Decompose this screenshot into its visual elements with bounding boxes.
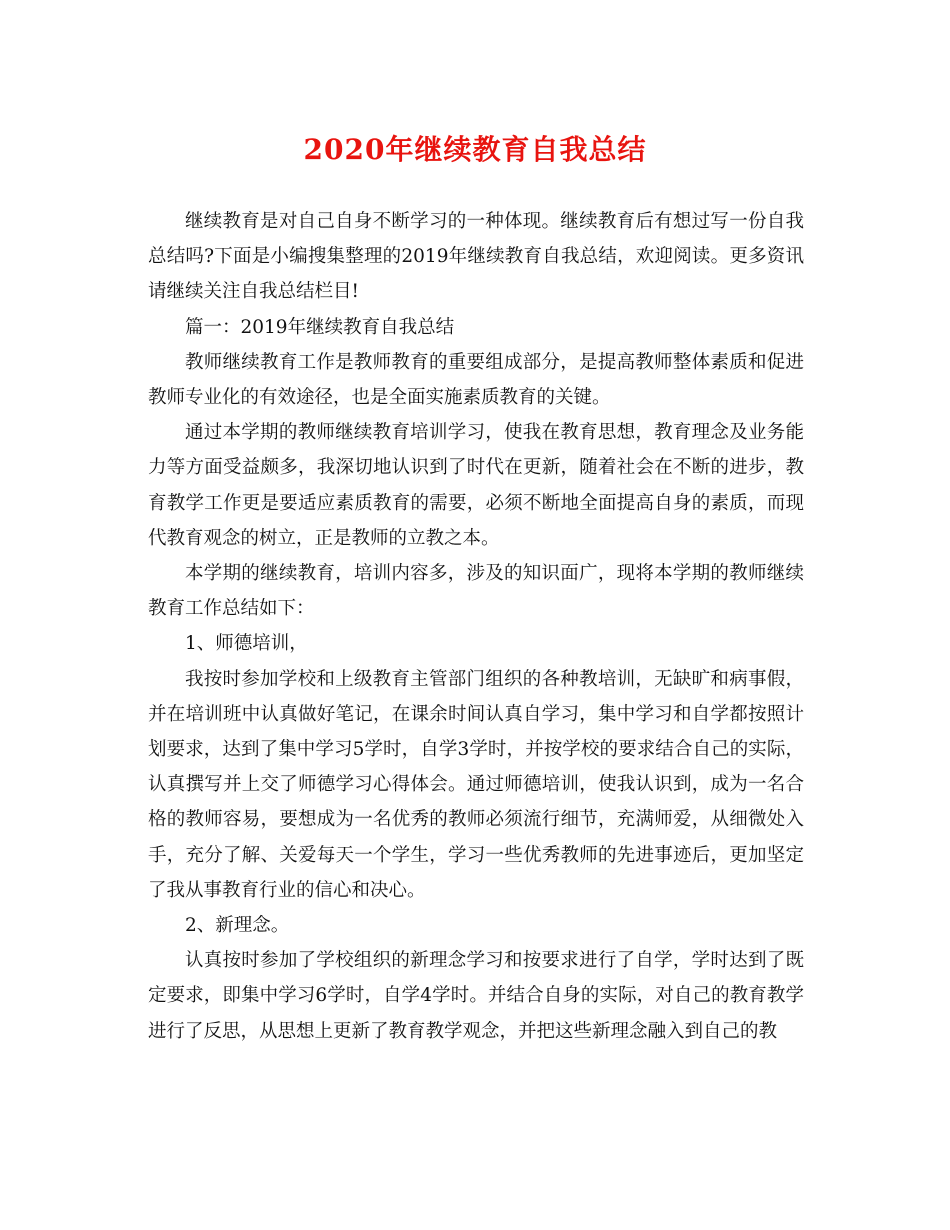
paragraph: 教师继续教育工作是教师教育的重要组成部分，是提高教师整体素质和促进教师专业化的有效途径，也是全面实施素质教育的关键。 <box>148 351 804 409</box>
paragraph: 认真按时参加了学校组织的新理念学习和按要求进行了自学，学时达到了既定要求，即集中学习6学时，自学4学时。并结合自身的实际，对自己的教育教学进行了反思，从思想上更新了教育教学观念，并把这些新理念融入到自己的教 <box>148 950 804 1042</box>
document-body <box>148 204 804 1049</box>
paragraph-intro: 继续教育是对自己自身不断学习的一种体现。继续教育后有想过写一份自我总结吗?下面是小编搜集整理的2019年继续教育自我总结，欢迎阅读。更多资讯请继续关注自我总结栏目! <box>148 211 804 303</box>
paragraph: 本学期的继续教育，培训内容多，涉及的知识面广，现将本学期的教师继续教育工作总结如下： <box>148 563 804 620</box>
document-title: 2020年继续教育自我总结 <box>303 133 647 166</box>
section-heading-ethics-training: 1、师德培训， <box>185 633 308 655</box>
paragraph: 我按时参加学校和上级教育主管部门组织的各种教培训，无缺旷和病事假，并在培训班中认真做好笔记，在课余时间认真自学习，集中学习和自学都按照计划要求，达到了集中学习5学时，自学3学时，并按学校的要求结合自己的实际，认真撰写并上交了师德学习心得体会。通过师德培训，使我认识到，成为一名合格的教师容易，要想成为一名优秀的教师必须流行细节，充满师爱，从细微处入手，充分了解、关爱每天一个学生，学习一些优秀教师的先进事迹后，更加坚定了我从事教育行业的信心和决心。 <box>148 668 804 901</box>
section-heading-part-one: 篇一：2019年继续教育自我总结 <box>185 316 455 338</box>
section-heading-new-concepts: 2、新理念。 <box>185 915 290 937</box>
paragraph: 通过本学期的教师继续教育培训学习，使我在教育思想，教育理念及业务能力等方面受益颇多，我深切地认识到了时代在更新，随着社会在不断的进步，教育教学工作更是要适应素质教育的需要，必须不断地全面提高自身的素质，而现代教育观念的树立，正是教师的立教之本。 <box>148 422 804 549</box>
